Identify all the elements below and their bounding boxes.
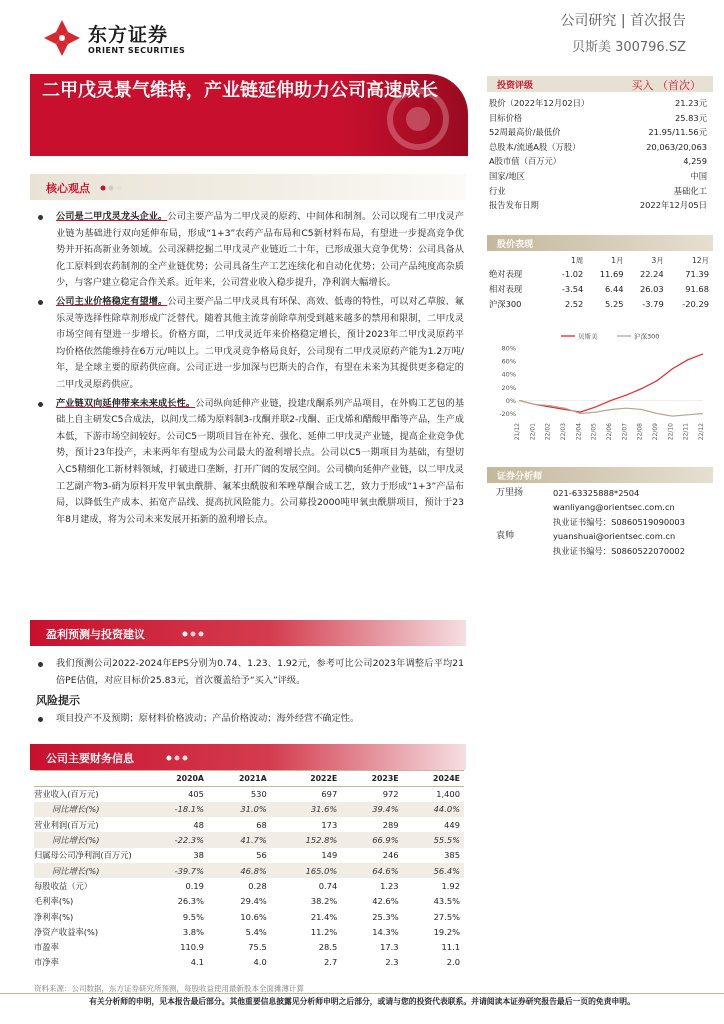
rating-key: 目标价格 [489,112,523,123]
fin-label: 同比增长(%) [34,832,142,847]
rating-value-cell: 20,063/20,063 [646,141,707,152]
report-title: 二甲戊灵景气维持，产业链延伸助力公司高速成长 [42,80,438,101]
y-tick-label: 40% [501,370,516,379]
fin-cell: 31.0% [208,802,271,817]
forecast-text: 我们预测公司2022-2024年EPS分别为0.74、1.23、1.92元，参考可比公司2023年调整后平均21倍PE估值，对应目标价25.83元，首次覆盖给予“买入”评级。 [36,656,464,689]
analyst-phone: 021-63325888*2504 [553,488,640,498]
analyst-email[interactable]: yuanshuai@orientsec.com.cn [553,531,676,542]
perf-col: 3月 [651,255,664,265]
analyst-header [487,467,713,483]
fin-cell: 1.23 [380,880,399,891]
perf-col: 1周 [571,255,584,265]
fin-row [34,802,464,817]
fin-cell: 246 [382,850,399,861]
fin-cell: 43.5% [433,896,460,907]
fin-cell: 530 [250,789,267,800]
fin-cell: -39.7% [142,863,208,878]
fin-header-row [34,771,464,787]
bullet-text: 公司纵向延伸产业链，投建戊酮系列产品项目，在外购工艺包的基础上自主研发C5合成法，以间戊二烯为原料制3-戊酮并联2-戊酮、正戊烯和醋酸甲酯等产品，生产成本低，下游市场空间较好。公司C5一期项目旨在补充、强化、延伸二甲戊灵产业链，提高企业竞争优势，预计23年投产，未来两年有望成为公司最大的盈利增长点。公司以C5一期项目为基础，有望切入C5精细化工新材料领域，打破进口垄断，打开广阔的发展空间。公司横向延伸产业链，以二甲戊灵工艺副产物3-硝为原料开发甲氧虫酰肼、氟苯虫酰胺和苯唑草酮合成工艺，致力于形成“1+3”产品布局，以降低生产成本、拓宽产品线、提高抗风险能力。公司募投2000吨甲氧虫酰肼项目，预计于23年8月建成，将为公司未来发展开拓新的盈利增长点。 [56,397,465,525]
perf-cell: 2.52 [564,298,584,309]
title-banner [30,74,468,156]
fin-label: 同比增长(%) [34,863,142,878]
fin-cell: 56.4% [403,863,464,878]
y-tick-label: -20% [499,409,516,418]
core-views-header [30,174,466,200]
y-tick-label: 0% [505,396,516,405]
analyst-row [493,486,709,500]
orient-logo-icon [42,18,82,58]
stock-name: 贝斯美 300796.SZ [571,40,686,55]
fin-cell: 26.3% [177,896,204,907]
risk-bullets [36,711,464,728]
fin-cell: 4.0 [253,957,267,968]
fin-cell: 0.19 [185,880,204,891]
dots-icon [182,631,208,637]
source-note: 资料来源：公司数据，东方证券研究所预测，每股收益使用最新股本全面摊薄计算 [34,984,304,993]
rating-key: 股价（2022年12月02日） [489,98,590,108]
perf-body [489,266,709,311]
x-tick-label: 22/06 [606,423,613,441]
fin-col: 2022E [271,771,341,787]
fin-cell: 697 [321,789,338,800]
perf-cell: 91.68 [685,283,709,294]
fin-row [34,955,464,970]
y-tick-label: 20% [501,383,516,392]
fin-row [34,878,464,893]
fin-col: 2024E [403,771,464,787]
fin-cell: 28.5 [318,942,338,953]
fin-body [34,787,464,971]
risk-heading: 风险提示 [36,694,80,707]
fin-cell: 2.7 [324,957,338,968]
disclaimer-footer: 有关分析师的申明，见本报告最后部分。其他重要信息披露见分析师申明之后部分，或请与您的投资代表联系。并请阅读本证券研究报告最后一页的免责申明。 [0,993,724,1007]
fin-label: 市盈率 [34,942,59,953]
fin-label: 毛利率(%) [34,896,74,907]
perf-cell: -3.54 [561,283,584,294]
fin-cell: 31.6% [271,802,341,817]
fin-cell: 29.4% [240,896,267,907]
analyst-heading: 证券分析师 [497,472,543,482]
rating-key: 国家/地区 [489,170,525,181]
fin-cell: 25.3% [372,911,399,922]
fin-cell: 19.2% [433,926,460,937]
x-tick-label: 22/08 [636,423,644,441]
perf-row [489,296,709,311]
bullet-lead: 公司是二甲戊灵龙头企业。 [56,211,168,222]
fin-cell: 48 [193,819,204,830]
fin-row [34,787,464,802]
series-line-index [519,400,703,416]
fin-cell: 42.6% [372,896,399,907]
financials-header [30,744,466,770]
x-tick-label: 22/02 [544,423,552,441]
analyst-name: 万里扬 [496,488,524,498]
rating-row [489,125,707,140]
rating-row [489,140,707,155]
x-tick-label: 22/07 [621,423,629,441]
fin-row [34,894,464,909]
rating-row [489,184,707,199]
fin-label: 同比增长(%) [34,802,142,817]
rating-value-cell: 2022年12月05日 [639,200,707,211]
perf-cell: -20.29 [682,298,709,309]
fin-cell: 385 [444,850,460,861]
series-line-stock [519,354,703,412]
bullet-lead: 公司主业价格稳定有望增。 [56,295,168,307]
fin-cell: 9.5% [182,911,204,922]
fin-label: 营业利润(百万元) [34,819,99,830]
x-tick-label: 22/05 [590,423,598,441]
fin-col-label [34,771,142,787]
logo-en-text: ORIENT SECURITIES [88,46,186,55]
fin-cell: 449 [444,819,460,830]
rating-value-cell: 21.95/11.56元 [648,127,707,138]
rating-key: 总股本/流通A股（万股） [489,141,581,152]
x-tick-label: 21/12 [514,423,521,441]
fin-row [34,939,464,954]
rating-kv [489,96,707,213]
fin-cell: 55.5% [403,832,464,847]
performance-header [487,235,713,251]
x-tick-label: 22/03 [560,423,567,441]
fin-cell: 110.9 [180,942,204,953]
rating-row [489,111,707,126]
fin-cell: 3.8% [182,926,204,937]
legend-label: 沪深300 [634,332,660,341]
analyst-row [493,544,709,558]
financials-heading: 公司主要财务信息 [46,752,134,765]
rating-value-cell: 中国 [690,170,707,181]
fin-row [34,832,464,847]
logo [42,18,202,62]
performance-table [489,254,709,311]
rating-key: 52周最高价/最低价 [489,127,561,138]
fin-cell: 39.4% [341,802,402,817]
perf-cell: -1.02 [561,268,584,279]
x-tick-label: 22/11 [682,423,690,441]
banner-decoration-icon [378,84,458,154]
core-bullet-1 [36,209,464,292]
fin-cell: 66.9% [341,832,402,847]
fin-cell: -18.1% [142,802,208,817]
rating-value-cell: 4,259 [683,156,707,167]
rating-heading: 投资评级 [497,81,534,91]
fin-cell: 149 [321,850,338,861]
fin-row [34,924,464,939]
fin-cell: 41.7% [208,832,271,847]
y-tick-label: 60% [501,357,516,366]
dots-icon [100,185,126,191]
rating-key: 报告发布日期 [489,200,539,211]
core-bullets [36,209,464,528]
rating-value-cell: 25.83元 [674,112,707,123]
x-tick-label: 22/09 [652,423,659,441]
fin-cell: 4.1 [190,957,204,968]
perf-label: 沪深300 [489,298,522,309]
legend-label: 贝斯美 [578,332,598,341]
fin-cell: 972 [382,789,399,800]
fin-cell: 11.1 [441,942,460,953]
analyst-row [493,500,709,514]
financials-table [34,770,464,970]
fin-label: 归属母公司净利润(百万元) [34,850,132,861]
perf-cell: 11.69 [599,268,624,279]
fin-label: 每股收益（元） [34,880,93,891]
fin-col: 2021A [208,771,271,787]
doc-type: 公司研究 | 首次报告 [560,13,686,29]
fin-cell: 68 [256,819,267,830]
rating-header [487,76,713,92]
bullet-text: 公司主要产品二甲戊灵具有环保、高效、低毒的特性，可以对乙草胺、氟乐灵等选择性除草剂形成广泛替代。随着其他主流芽前除草剂受到越来越多的禁用和限制，二甲戊灵市场空间有望进一步增长。价格方面，二甲戊灵近年来价格稳定增长，预计2023年二甲戊灵原药平均价格依然能维持在6万元/吨以上。二甲戊灵竞争格局良好，公司现有二甲戊灵原药产能为1.2万吨/年，是全球主要的原药供应商。公司正进一步加深与巴斯夫的合作，有望在未来为其提供更多稳定的二甲戊灵原药供应。 [56,295,464,390]
analyst-row [493,515,709,529]
analyst-email[interactable]: wanliyang@orientsec.com.cn [553,502,675,513]
rating-value: 买入 （首次） [631,79,701,92]
rating-value-cell: 基础化工 [673,185,707,196]
rating-key: 行业 [489,185,506,196]
perf-cell: 5.25 [605,298,624,309]
risk-text: 项目投产不及预期；原材料价格波动；产品价格波动；海外经营不确定性。 [36,711,464,728]
fin-cell: 14.3% [372,926,399,937]
fin-cell: 1,400 [436,789,460,800]
fin-row [34,863,464,878]
fin-cell: 10.6% [240,911,267,922]
fin-cell: 46.8% [208,863,271,878]
rating-row [489,96,707,111]
perf-row [489,281,709,296]
fin-row [34,909,464,924]
fin-cell: 56 [256,850,267,861]
perf-cell: -3.79 [642,298,664,309]
x-tick-label: 22/04 [575,423,583,441]
core-bullet-2 [36,294,464,394]
fin-cell: 27.5% [433,911,460,922]
bullet-text: 公司主要产品为二甲戊灵的原药、中间体和制剂。公司以现有二甲戊灵产业链为基础进行双向延伸布局，形成“1+3”农药产品布局和C5新材料布局，有望进一步提高竞争优势并开拓高新业务领域。公司深耕挖掘二甲戊灵产业链近二十年，已形成强大竞争优势：公司具备从化工原料到农药制剂的全产业链优势；公司具备生产工艺连续化和自动化优势；公司产品纯度高杂质少，与客户建立稳定合作关系。近年来，公司营业收入稳步提升，净利润大幅增长。 [56,211,464,289]
fin-cell: 17.3 [380,942,399,953]
analyst-name: 袁帅 [496,531,515,542]
core-views-heading: 核心观点 [46,182,90,195]
y-tick-label: 80% [501,344,516,353]
fin-cell: 5.4% [245,926,267,937]
fin-cell: 289 [382,819,399,830]
fin-cell: 11.2% [310,926,338,937]
analyst-cert: 执业证书编号：S0860519090003 [553,516,685,527]
fin-cell: 2.0 [446,957,460,968]
perf-col-blank [489,254,547,266]
fin-cell: -22.3% [142,832,208,847]
perf-cell: 71.39 [685,268,709,279]
perf-col: 12月 [691,255,709,265]
fin-cell: 152.8% [271,832,341,847]
fin-row [34,848,464,863]
dots-icon [166,755,192,761]
forecast-bullets [36,656,464,689]
fin-cell: 2.3 [385,957,399,968]
x-tick-label: 22/01 [529,423,537,441]
fin-cell: 64.6% [341,863,402,878]
perf-label: 绝对表现 [489,268,523,279]
fin-cell: 38 [193,850,204,861]
analyst-cert: 执业证书编号：S0860522070002 [553,545,685,556]
rating-key: A股市值（百万元） [489,156,562,167]
fin-cell: 173 [321,819,338,830]
analyst-row [493,529,709,543]
performance-heading: 股价表现 [497,240,534,250]
logo-cn-text: 东方证券 [88,24,169,46]
fin-cell: 1.92 [441,880,460,891]
analyst-list [493,486,709,558]
fin-cell: 0.74 [318,880,338,891]
core-bullet-3 [36,396,464,529]
perf-col: 1月 [611,255,624,265]
price-chart [489,328,711,448]
fin-label: 净资产收益率(%) [34,926,99,937]
fin-cell: 38.2% [310,896,338,907]
rating-row [489,169,707,184]
rating-row [489,154,707,169]
fin-label: 净利率(%) [34,911,74,922]
fin-label: 市净率 [34,957,59,968]
rating-value-cell: 21.23元 [674,98,707,108]
x-tick-label: 22/12 [698,423,705,441]
fin-cell: 44.0% [403,802,464,817]
fin-cell: 405 [188,789,204,800]
perf-label: 相对表现 [489,283,523,294]
perf-row [489,266,709,281]
rating-row [489,198,707,213]
fin-cell: 75.5 [248,942,267,953]
fin-cell: 165.0% [271,863,341,878]
perf-cell: 6.44 [605,283,624,294]
fin-cell: 21.4% [310,911,338,922]
fin-col: 2023E [341,771,402,787]
forecast-header [30,620,466,646]
fin-col: 2020A [142,771,208,787]
fin-row [34,817,464,832]
fin-label: 营业收入(百万元) [34,789,99,800]
forecast-heading: 盈利预测与投资建议 [46,628,145,641]
fin-cell: 0.28 [248,880,267,891]
bullet-lead: 产业链双向延伸带来未来成长性。 [56,397,196,409]
perf-cell: 22.24 [639,268,664,279]
perf-header-row [489,254,709,266]
x-tick-label: 22/10 [667,423,675,441]
perf-cell: 26.03 [639,283,664,294]
